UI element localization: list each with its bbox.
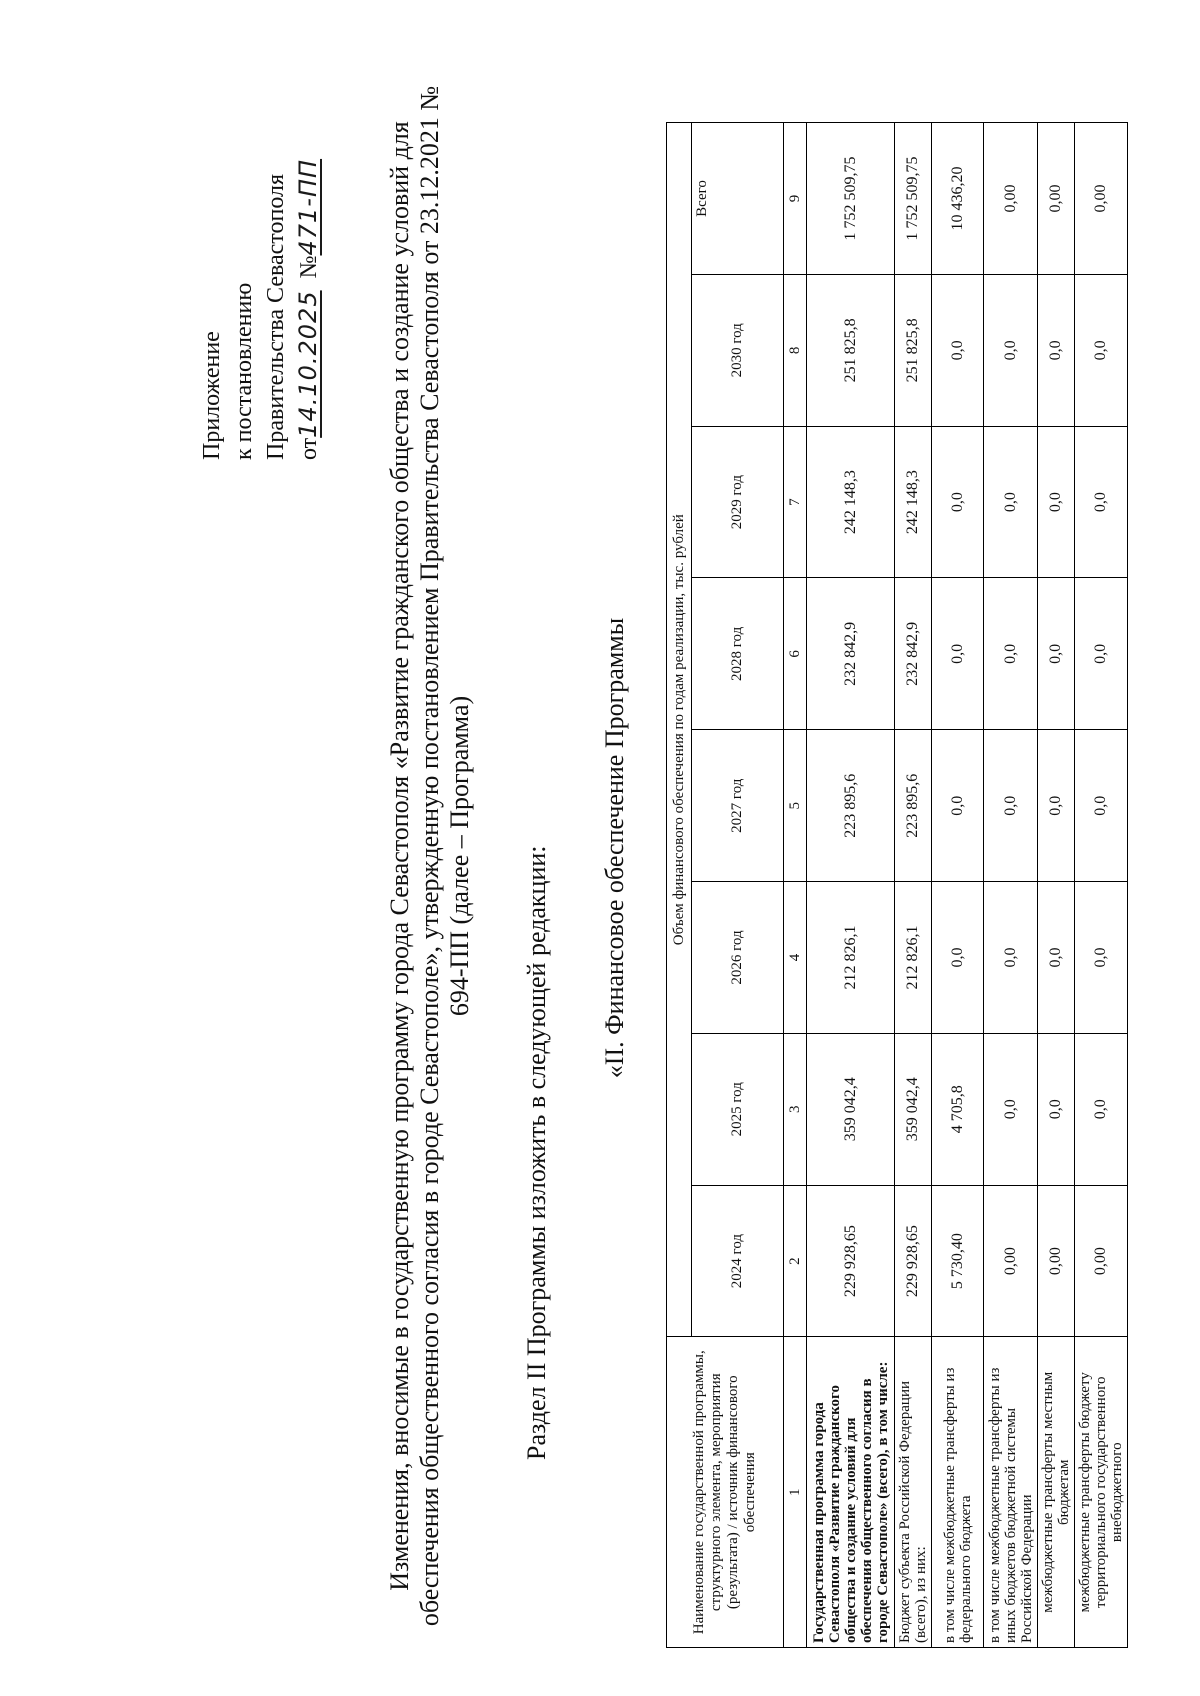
column-index: 9	[784, 123, 807, 275]
appendix-line: к постановлению	[231, 282, 257, 460]
cell-value: 0,0	[1038, 426, 1075, 578]
cell-value: 251 825,8	[807, 274, 895, 426]
cell-value: 0,0	[1038, 730, 1075, 882]
cell-value: 0,0	[1075, 274, 1128, 426]
table-row	[895, 123, 932, 1648]
year-header: 2024 год	[692, 1185, 784, 1337]
cell-value: 229 928,65	[895, 1185, 932, 1337]
financing-table	[666, 122, 1128, 1648]
cell-value: 0,0	[1038, 274, 1075, 426]
cell-value: 0,0	[1075, 578, 1128, 730]
column-index-row	[784, 123, 807, 1648]
handwritten-number: 471-ПП	[294, 158, 322, 256]
appendix-line: Приложение	[199, 331, 225, 460]
appendix-block	[196, 160, 325, 460]
cell-value: 212 826,1	[807, 882, 895, 1034]
year-header: 2026 год	[692, 882, 784, 1034]
cell-value: 0,0	[932, 578, 984, 730]
cell-value: 0,0	[1075, 426, 1128, 578]
cell-value: 0,00	[984, 1185, 1038, 1337]
column-index: 5	[784, 730, 807, 882]
cell-value: 242 148,3	[807, 426, 895, 578]
cell-value: 359 042,4	[807, 1033, 895, 1185]
cell-value: 0,0	[984, 274, 1038, 426]
table-row	[1075, 123, 1128, 1648]
year-header: 2030 год	[692, 274, 784, 426]
table-row	[932, 123, 984, 1648]
column-index: 3	[784, 1033, 807, 1185]
document-title: Изменения, вносимые в государственную программу города Севастополя «Развитие гражданского общества и создание условий для обеспечения общественного согласия в городе Севастополе», утвержденную постановлением Правительства Севастополя от 23.12.2021 № 694-ПП (далее – Программа)	[385, 85, 474, 1627]
year-header: 2028 год	[692, 578, 784, 730]
handwritten-date: 14.10.2025	[294, 290, 322, 438]
cell-value: 232 842,9	[895, 578, 932, 730]
year-header: 2027 год	[692, 730, 784, 882]
cell-value: 0,0	[984, 730, 1038, 882]
cell-value: 0,0	[1038, 578, 1075, 730]
cell-value: 0,0	[1075, 730, 1128, 882]
column-index: 2	[784, 1185, 807, 1337]
row-name: в том числе межбюджетные трансферты из федерального бюджета	[932, 1337, 984, 1648]
column-index: 4	[784, 882, 807, 1034]
section-heading: «II. Финансовое обеспечение Программы	[600, 617, 629, 1079]
row-name: межбюджетные трансферты бюджету территориального государственного внебюджетного	[1075, 1337, 1128, 1648]
cell-value: 0,0	[984, 1033, 1038, 1185]
row-name: Государственная программа города Севастополя «Развитие гражданского общества и создание условий для обеспечения общественного согласия в городе Севастополе» (всего), в том числе:	[807, 1337, 895, 1648]
row-name: в том числе межбюджетные трансферты из иных бюджетов бюджетной системы Российской Федерации	[984, 1337, 1038, 1648]
table-row	[984, 123, 1038, 1648]
cell-value: 1 752 509,75	[895, 123, 932, 275]
total-header: Всего	[692, 123, 784, 275]
column-index: 1	[784, 1337, 807, 1648]
table-row	[1038, 123, 1075, 1648]
cell-value: 229 928,65	[807, 1185, 895, 1337]
from-prefix: от	[296, 437, 322, 460]
cell-value: 223 895,6	[895, 730, 932, 882]
cell-value: 0,00	[1075, 123, 1128, 275]
year-header: 2025 год	[692, 1033, 784, 1185]
cell-value: 4 705,8	[932, 1033, 984, 1185]
column-index: 6	[784, 578, 807, 730]
cell-value: 0,00	[984, 123, 1038, 275]
cell-value: 0,0	[932, 426, 984, 578]
cell-value: 251 825,8	[895, 274, 932, 426]
cell-value: 359 042,4	[895, 1033, 932, 1185]
cell-value: 10 436,20	[932, 123, 984, 275]
cell-value: 0,0	[1075, 882, 1128, 1034]
year-header: 2029 год	[692, 426, 784, 578]
number-prefix: №	[296, 255, 322, 279]
cell-value: 0,0	[1038, 1033, 1075, 1185]
column-index: 8	[784, 274, 807, 426]
cell-value: 0,0	[932, 882, 984, 1034]
table-row	[807, 123, 895, 1648]
column-index: 7	[784, 426, 807, 578]
cell-value: 5 730,40	[932, 1185, 984, 1337]
cell-value: 242 148,3	[895, 426, 932, 578]
cell-value: 0,00	[1038, 123, 1075, 275]
cell-value: 0,00	[1038, 1185, 1075, 1337]
appendix-line: Правительства Севастополя	[263, 173, 289, 460]
name-column-header: Наименование государственной программы, структурного элемента, мероприятия (результата) / источник финансового обеспечения	[667, 1337, 784, 1648]
row-name: Бюджет субъекта Российской Федерации (всего), из них:	[895, 1337, 932, 1648]
row-name: межбюджетные трансферты местным бюджетам	[1038, 1337, 1075, 1648]
cell-value: 0,0	[984, 882, 1038, 1034]
appendix-date-number-line	[292, 160, 325, 460]
section-instruction: Раздел II Программы изложить в следующей редакции:	[522, 845, 551, 1460]
cell-value: 0,0	[984, 426, 1038, 578]
cell-value: 212 826,1	[895, 882, 932, 1034]
cell-value: 232 842,9	[807, 578, 895, 730]
cell-value: 223 895,6	[807, 730, 895, 882]
cell-value: 0,00	[1075, 1185, 1128, 1337]
cell-value: 0,0	[932, 274, 984, 426]
volume-header: Объем финансового обеспечения по годам реализации, тыс. рублей	[667, 123, 692, 1337]
cell-value: 0,0	[932, 730, 984, 882]
cell-value: 0,0	[1038, 882, 1075, 1034]
cell-value: 1 752 509,75	[807, 123, 895, 275]
cell-value: 0,0	[984, 578, 1038, 730]
cell-value: 0,0	[1075, 1033, 1128, 1185]
